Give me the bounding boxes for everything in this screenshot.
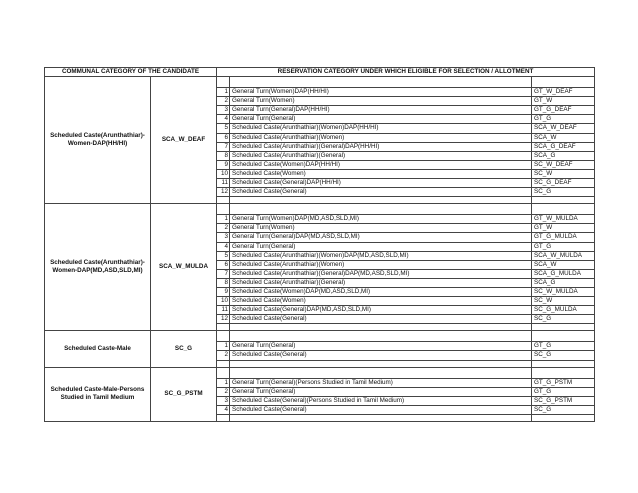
communal-category-cell: Scheduled Caste-Male-Persons Studied in Tamil Medium — [45, 367, 151, 421]
row-number: 6 — [217, 133, 230, 142]
row-number: 5 — [217, 251, 230, 260]
reservation-code: SCA_G — [532, 151, 595, 160]
communal-category-cell: Scheduled Caste-Male — [45, 331, 151, 367]
communal-code-cell: SC_G_PSTM — [151, 367, 217, 421]
group-gap-row — [45, 367, 595, 378]
row-number: 11 — [217, 179, 230, 188]
row-number: 10 — [217, 297, 230, 306]
reservation-description: General Turn(Women) — [230, 224, 532, 233]
row-number: 12 — [217, 315, 230, 324]
row-number: 2 — [217, 97, 230, 106]
reservation-description: Scheduled Caste(General) — [230, 405, 532, 414]
reservation-description: General Turn(General) — [230, 115, 532, 124]
communal-code-cell: SCA_W_MULDA — [151, 204, 217, 331]
row-number: 12 — [217, 188, 230, 197]
empty-cell — [230, 204, 532, 215]
reservation-description: General Turn(General) — [230, 242, 532, 251]
header-row — [45, 68, 595, 77]
reservation-code: SCA_G — [532, 278, 595, 287]
reservation-description: Scheduled Caste(General) — [230, 351, 532, 360]
empty-cell — [217, 197, 230, 204]
reservation-code: SCA_W — [532, 133, 595, 142]
empty-cell — [532, 77, 595, 88]
empty-cell — [230, 367, 532, 378]
row-number: 1 — [217, 88, 230, 97]
empty-cell — [532, 204, 595, 215]
reservation-code: GT_G — [532, 387, 595, 396]
reservation-description: Scheduled Caste(General) — [230, 315, 532, 324]
empty-cell — [532, 331, 595, 342]
reservation-description: General Turn(General)(Persons Studied in Tamil Medium) — [230, 378, 532, 387]
reservation-description: Scheduled Caste(Arunthathiar)(General) — [230, 278, 532, 287]
reservation-code: GT_G — [532, 342, 595, 351]
row-number: 2 — [217, 351, 230, 360]
communal-category-header: COMMUNAL CATEGORY OF THE CANDIDATE — [45, 68, 217, 77]
reservation-description: General Turn(General) — [230, 387, 532, 396]
reservation-code: GT_G_MULDA — [532, 233, 595, 242]
table-body — [45, 77, 595, 422]
reservation-code: SC_G — [532, 188, 595, 197]
reservation-description: Scheduled Caste(Women)DAP(MD,ASD,SLD,MI) — [230, 287, 532, 296]
reservation-description: Scheduled Caste(Arunthathiar)(Women) — [230, 133, 532, 142]
row-number: 11 — [217, 306, 230, 315]
empty-cell — [230, 360, 532, 367]
reservation-code: GT_W_DEAF — [532, 88, 595, 97]
communal-category-cell: Scheduled Caste(Arunthathiar)-Women-DAP(HH/HI) — [45, 77, 151, 204]
reservation-code: GT_G — [532, 242, 595, 251]
empty-cell — [217, 204, 230, 215]
reservation-code: SC_W — [532, 297, 595, 306]
reservation-code: SC_W_MULDA — [532, 287, 595, 296]
reservation-description: Scheduled Caste(General) — [230, 188, 532, 197]
row-number: 1 — [217, 342, 230, 351]
reservation-description: Scheduled Caste(General)DAP(HH/HI) — [230, 179, 532, 188]
reservation-description: Scheduled Caste(General)DAP(MD,ASD,SLD,MI) — [230, 306, 532, 315]
empty-cell — [217, 331, 230, 342]
empty-cell — [217, 324, 230, 331]
allotment-sheet — [44, 67, 594, 422]
row-number: 7 — [217, 269, 230, 278]
row-number: 8 — [217, 151, 230, 160]
row-number: 3 — [217, 106, 230, 115]
row-number: 10 — [217, 169, 230, 178]
row-number: 9 — [217, 160, 230, 169]
empty-cell — [532, 197, 595, 204]
group-gap-row — [45, 77, 595, 88]
row-number: 2 — [217, 224, 230, 233]
reservation-code: SC_G_DEAF — [532, 179, 595, 188]
reservation-code: SC_G_MULDA — [532, 306, 595, 315]
empty-cell — [532, 414, 595, 421]
reservation-description: Scheduled Caste(General)(Persons Studied in Tamil Medium) — [230, 396, 532, 405]
row-number: 3 — [217, 233, 230, 242]
row-number: 2 — [217, 387, 230, 396]
reservation-description: Scheduled Caste(Arunthathiar)(Women) — [230, 260, 532, 269]
reservation-code: SC_W — [532, 169, 595, 178]
group-gap-row — [45, 204, 595, 215]
row-number: 1 — [217, 215, 230, 224]
reservation-code: SC_G — [532, 351, 595, 360]
row-number: 9 — [217, 287, 230, 296]
communal-code-cell: SCA_W_DEAF — [151, 77, 217, 204]
reservation-code: SC_G — [532, 405, 595, 414]
reservation-description: Scheduled Caste(Arunthathiar)(Women)DAP(MD,ASD,SLD,MI) — [230, 251, 532, 260]
reservation-code: GT_G_PSTM — [532, 378, 595, 387]
reservation-description: General Turn(General)DAP(HH/HI) — [230, 106, 532, 115]
row-number: 8 — [217, 278, 230, 287]
empty-cell — [217, 414, 230, 421]
reservation-code: SCA_G_MULDA — [532, 269, 595, 278]
reservation-description: General Turn(Women)DAP(MD,ASD,SLD,MI) — [230, 215, 532, 224]
group-gap-row — [45, 331, 595, 342]
reservation-description: General Turn(Women) — [230, 97, 532, 106]
row-number: 3 — [217, 396, 230, 405]
reservation-code: SC_G_PSTM — [532, 396, 595, 405]
empty-cell — [230, 324, 532, 331]
empty-cell — [230, 331, 532, 342]
row-number: 1 — [217, 378, 230, 387]
reservation-code: GT_W — [532, 97, 595, 106]
reservation-description: Scheduled Caste(Arunthathiar)(General)DAP(MD,ASD,SLD,MI) — [230, 269, 532, 278]
reservation-code: SCA_G_DEAF — [532, 142, 595, 151]
empty-cell — [230, 77, 532, 88]
reservation-code: SC_W_DEAF — [532, 160, 595, 169]
row-number: 4 — [217, 405, 230, 414]
reservation-code: GT_G — [532, 115, 595, 124]
reservation-description: General Turn(General) — [230, 342, 532, 351]
empty-cell — [532, 324, 595, 331]
row-number: 4 — [217, 115, 230, 124]
reservation-code: GT_G_DEAF — [532, 106, 595, 115]
reservation-description: General Turn(General)DAP(MD,ASD,SLD,MI) — [230, 233, 532, 242]
empty-cell — [217, 367, 230, 378]
empty-cell — [230, 197, 532, 204]
reservation-table — [44, 67, 595, 422]
reservation-code: SCA_W — [532, 260, 595, 269]
communal-category-cell: Scheduled Caste(Arunthathiar)-Women-DAP(MD,ASD,SLD,MI) — [45, 204, 151, 331]
reservation-category-header: RESERVATION CATEGORY UNDER WHICH ELIGIBLE FOR SELECTION / ALLOTMENT — [217, 68, 595, 77]
empty-cell — [532, 360, 595, 367]
reservation-code: GT_W — [532, 224, 595, 233]
reservation-description: Scheduled Caste(Arunthathiar)(General)DAP(HH/HI) — [230, 142, 532, 151]
communal-code-cell: SC_G — [151, 331, 217, 367]
reservation-description: Scheduled Caste(Arunthathiar)(Women)DAP(HH/HI) — [230, 124, 532, 133]
empty-cell — [217, 360, 230, 367]
row-number: 6 — [217, 260, 230, 269]
empty-cell — [230, 414, 532, 421]
row-number: 4 — [217, 242, 230, 251]
reservation-code: SCA_W_MULDA — [532, 251, 595, 260]
reservation-description: Scheduled Caste(Arunthathiar)(General) — [230, 151, 532, 160]
empty-cell — [532, 367, 595, 378]
reservation-code: GT_W_MULDA — [532, 215, 595, 224]
reservation-description: Scheduled Caste(Women)DAP(HH/HI) — [230, 160, 532, 169]
reservation-code: SCA_W_DEAF — [532, 124, 595, 133]
reservation-code: SC_G — [532, 315, 595, 324]
row-number: 5 — [217, 124, 230, 133]
reservation-description: Scheduled Caste(Women) — [230, 297, 532, 306]
reservation-description: Scheduled Caste(Women) — [230, 169, 532, 178]
empty-cell — [217, 77, 230, 88]
row-number: 7 — [217, 142, 230, 151]
reservation-description: General Turn(Women)DAP(HH/HI) — [230, 88, 532, 97]
